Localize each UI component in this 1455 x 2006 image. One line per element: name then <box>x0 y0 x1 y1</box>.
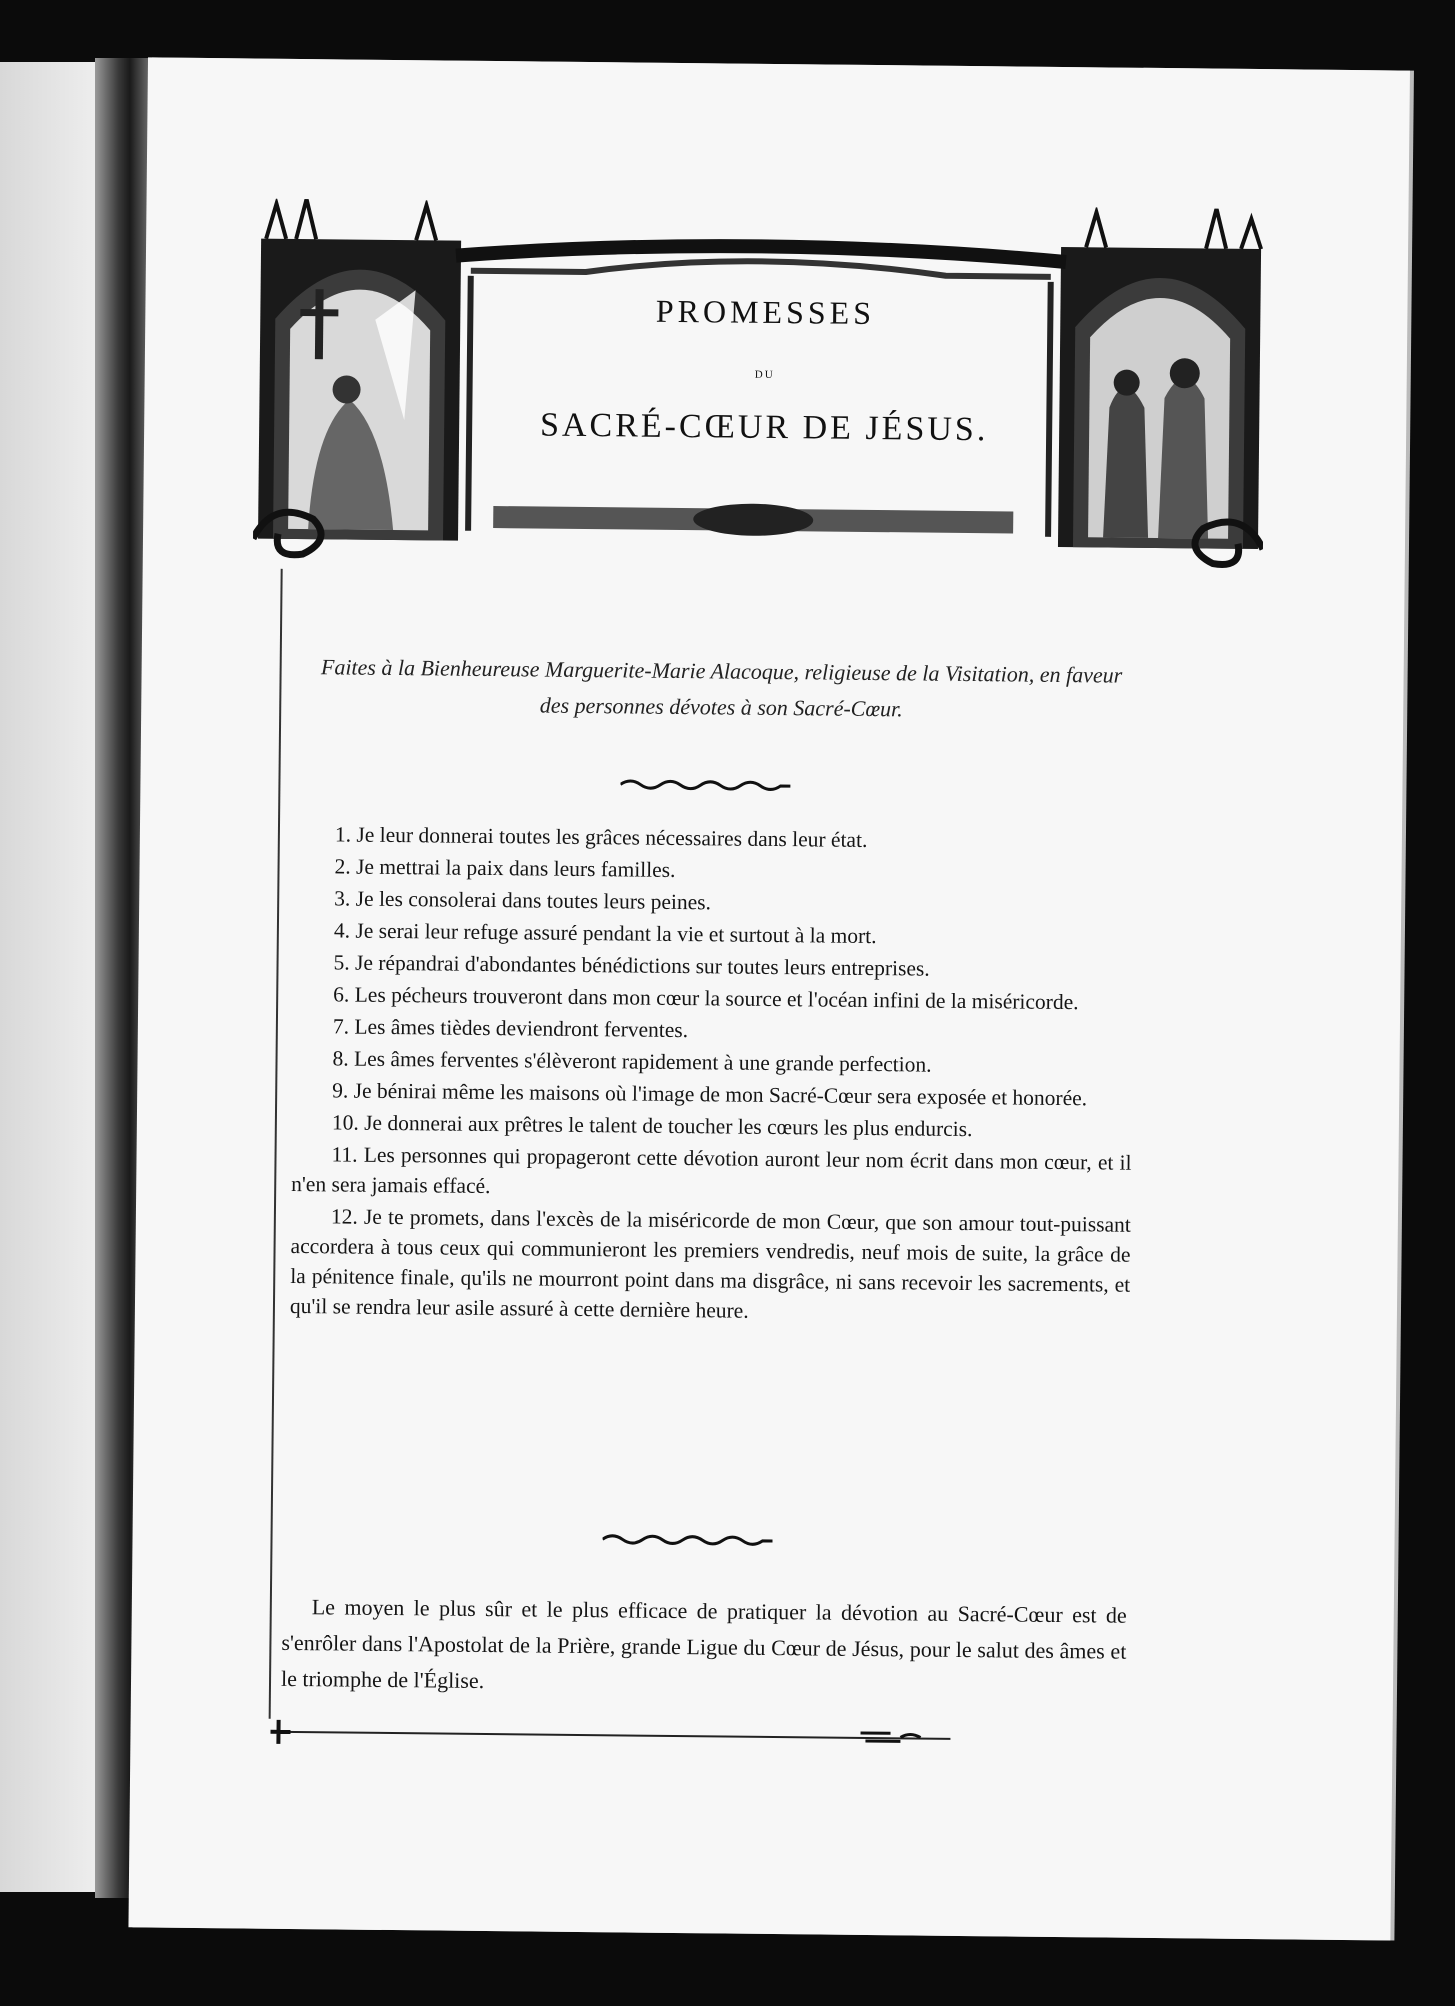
intro-text: Faites à la Bienheureuse Marguerite-Marie Alacoque, religieuse de la Visitation, en faveur des personnes dévotes à son Sacré-Cœur. <box>320 654 1123 722</box>
bottom-flourish-rule <box>270 1717 950 1754</box>
flourish-divider-top <box>620 777 790 793</box>
promise-item: 5. Je répandrai d'abondantes bénédictions sur toutes leurs entreprises. <box>333 950 930 981</box>
promise-item: 8. Les âmes ferventes s'élèveront rapidement à une grande perfection. <box>332 1046 932 1077</box>
title-block <box>504 291 1026 449</box>
conclusion-text: Le moyen le plus sûr et le plus efficace de pratiquer la dévotion au Sacré-Cœur est de s'enrôler dans l'Apostolat de la Prière, grande Ligue du Cœur de Jésus, pour le salut des âmes et le triomphe de l'Église. <box>280 1594 1127 1694</box>
promise-item: 2. Je mettrai la paix dans leurs familles. <box>334 854 676 882</box>
promise-item: 1. Je leur donnerai toutes les grâces nécessaires dans leur état. <box>334 822 868 852</box>
promise-item: 3. Je les consolerai dans toutes leurs peines. <box>334 886 712 915</box>
title-du: DU <box>754 368 775 381</box>
conclusion-paragraph <box>281 1589 1127 1706</box>
promise-item: 11. Les personnes qui propageront cette dévotion auront leur nom écrit dans mon cœur, et il n'en sera jamais effacé. <box>291 1142 1132 1199</box>
decorative-header <box>253 199 1267 580</box>
promises-list <box>290 819 1135 1332</box>
title-promesses: PROMESSES <box>655 292 876 332</box>
title-sacre-coeur: SACRÉ-CŒUR DE JÉSUS. <box>539 406 989 449</box>
promise-item: 7. Les âmes tièdes deviendront ferventes. <box>332 1014 689 1043</box>
promise-item: 10. Je donnerai aux prêtres le talent de toucher les cœurs les plus endurcis. <box>331 1110 973 1142</box>
left-border-rule <box>269 569 283 1719</box>
promise-item: 12. Je te promets, dans l'excès de la miséricorde de mon Cœur, que son amour tout-puissant accordera à tous ceux qui communieront les premiers vendredis, neuf mois de suite, la grâce de la pénitence finale, qu'ils ne mourront point dans ma disgrâce, ni sans recevoir les sacrements, et qu'il se rendra leur asile assuré à cette dernière heure. <box>289 1204 1131 1323</box>
promise-item: 9. Je bénirai même les maisons où l'image de mon Sacré-Cœur sera exposée et honorée. <box>332 1078 1088 1111</box>
flourish-divider-bottom <box>602 1532 772 1548</box>
document-page <box>128 57 1410 1940</box>
promise-item: 4. Je serai leur refuge assuré pendant la vie et surtout à la mort. <box>333 918 877 949</box>
promise-item: 6. Les pécheurs trouveront dans mon cœur la source et l'océan infini de la miséricorde. <box>333 982 1079 1015</box>
